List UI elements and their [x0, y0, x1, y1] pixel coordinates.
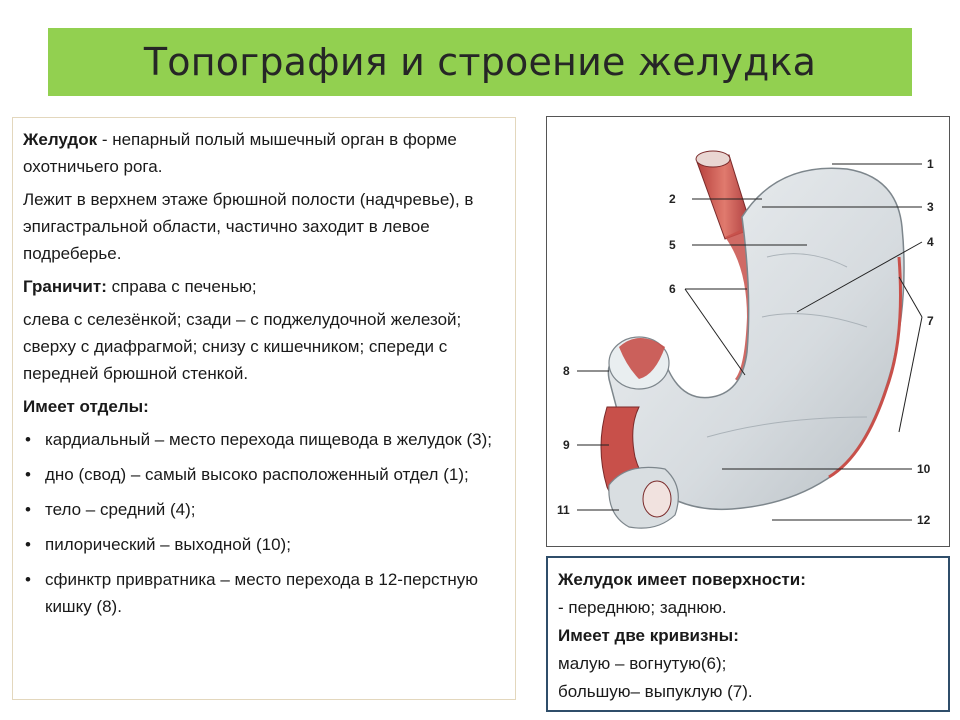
surfaces-heading — [558, 566, 938, 594]
title-bar — [48, 28, 912, 96]
figure-label-12: 12 — [917, 513, 931, 527]
borders-heading: Граничит: — [23, 277, 107, 296]
figure-label-3: 3 — [927, 200, 934, 214]
figure-label-2: 2 — [669, 192, 676, 206]
figure-label-8: 8 — [563, 364, 570, 378]
definition-text: - непарный полый мышечный орган в форме охотничьего рога. — [23, 130, 457, 176]
list-item: • сфинктр привратника – место перехода в 12-перстную кишку (8). — [23, 566, 505, 620]
curvatures-heading — [558, 622, 938, 650]
borders-other-paragraph: слева с селезёнкой; сзади – с поджелудочной железой; сверху с диафрагмой; снизу с кишечником; спереди с передней брюшной стенкой. — [23, 310, 462, 383]
stomach-illustration — [547, 117, 949, 546]
sections-list — [23, 426, 505, 620]
sections-heading: Имеет отделы: — [23, 397, 149, 416]
greater-curvature: большую– выпуклую (7). — [558, 682, 753, 701]
stomach-body — [608, 168, 904, 509]
curvatures-heading-text: Имеет две кривизны: — [558, 626, 739, 645]
borders-right: справа с печенью; — [106, 277, 257, 296]
term-stomach: Желудок — [23, 130, 98, 149]
borders-paragraph — [23, 273, 505, 300]
page-title: Топография и строение желудка — [143, 40, 817, 84]
description-text-box — [12, 117, 516, 700]
figure-label-6: 6 — [669, 282, 676, 296]
list-item: • дно (свод) – самый высоко расположенный отдел (1); — [23, 461, 505, 488]
sections-heading-paragraph — [23, 393, 505, 420]
stomach-figure — [546, 116, 950, 547]
figure-label-1: 1 — [927, 157, 934, 171]
list-item: • кардиальный – место перехода пищевода в желудок (3); — [23, 426, 505, 453]
surfaces-info-box — [546, 556, 950, 712]
figure-label-4: 4 — [927, 235, 934, 249]
list-item: • пилорический – выходной (10); — [23, 531, 505, 558]
location-paragraph: Лежит в верхнем этаже брюшной полости (надчревье), в эпигастральной области, частично заходит в левое подреберье. — [23, 190, 474, 263]
surfaces-list: - переднюю; заднюю. — [558, 598, 727, 617]
figure-label-11: 11 — [557, 503, 570, 517]
figure-label-7: 7 — [927, 314, 934, 328]
figure-label-5: 5 — [669, 238, 676, 252]
figure-label-9: 9 — [563, 438, 570, 452]
figure-label-10: 10 — [917, 462, 931, 476]
surfaces-heading-text: Желудок имеет поверхности: — [558, 570, 806, 589]
list-item: • тело – средний (4); — [23, 496, 505, 523]
lesser-curvature: малую – вогнутую(6); — [558, 654, 727, 673]
definition-paragraph — [23, 126, 505, 180]
